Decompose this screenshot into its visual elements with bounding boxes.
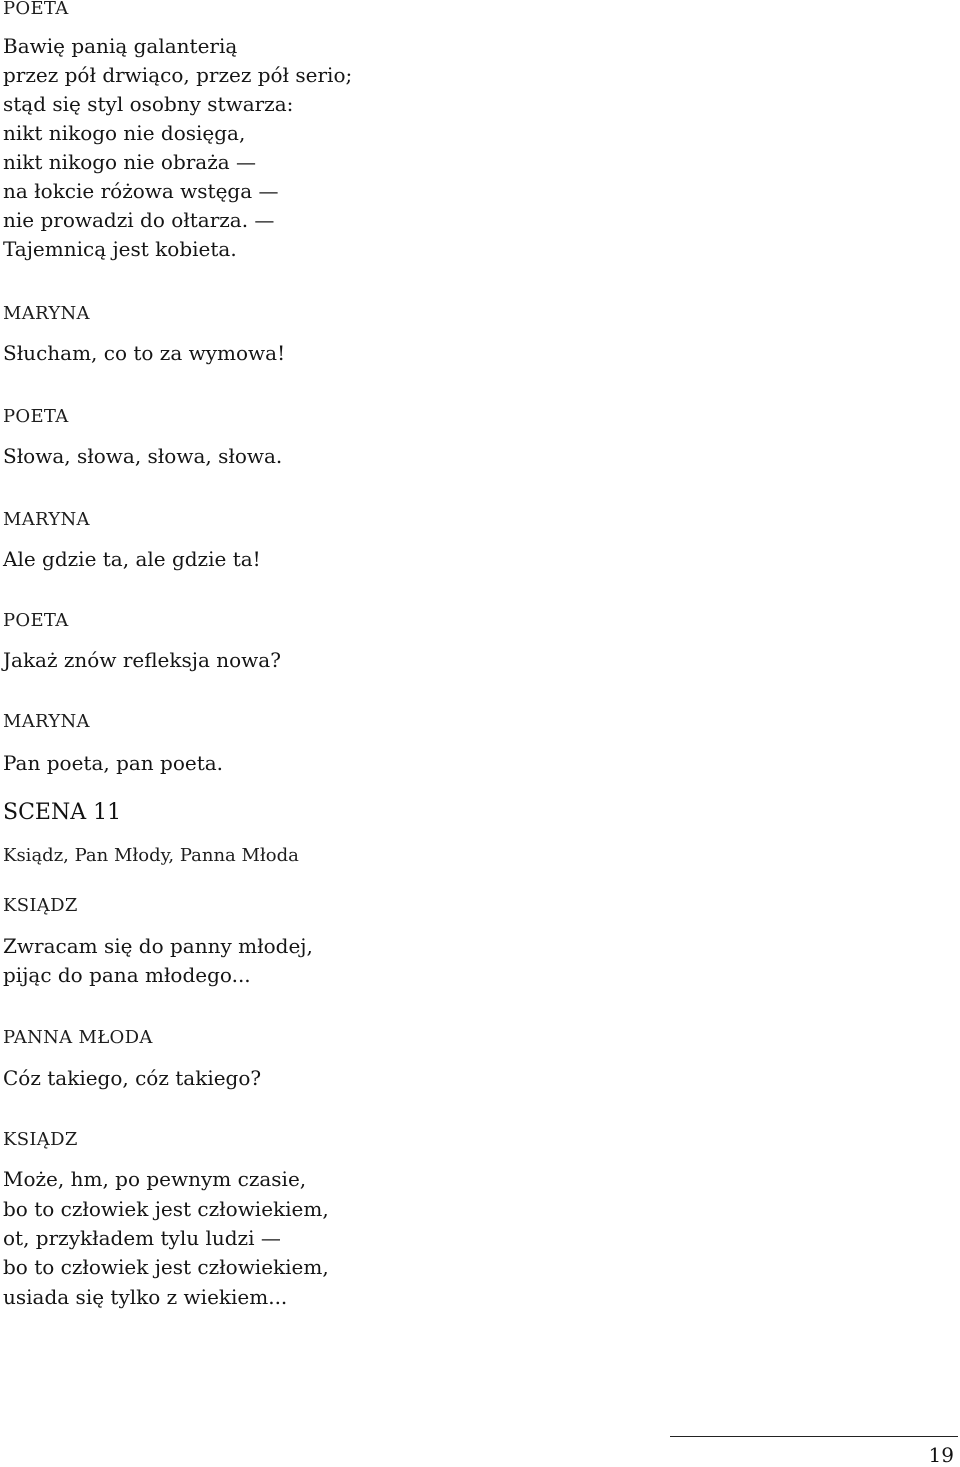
dialogue-line: usiada się tylko z wiekiem... [3,1285,288,1309]
dialogue-line: pijąc do pana młodego... [3,963,251,987]
scene-cast: Ksiądz, Pan Młody, Panna Młoda [3,845,299,866]
dialogue-line: Cóz takiego, cóz takiego? [3,1066,262,1090]
dialogue-line: Tajemnicą jest kobieta. [3,237,237,261]
dialogue-line: przez pół drwiąco, przez pół serio; [3,63,353,87]
speaker-maryna: MARYNA [3,303,90,324]
dialogue-line: na łokcie różowa wstęga — [3,179,279,203]
dialogue-line: Jakaż znów refleksja nowa? [3,648,281,672]
dialogue-line: nie prowadzi do ołtarza. — [3,208,275,232]
dialogue-line: stąd się styl osobny stwarza: [3,92,294,116]
speaker-poeta: POETA [3,610,69,631]
dialogue-line: Zwracam się do panny młodej, [3,934,313,958]
speaker-poeta: POETA [3,406,69,427]
footer-rule [670,1436,958,1437]
speaker-panna-mloda: PANNA MŁODA [3,1027,153,1048]
speaker-ksiadz: KSIĄDZ [3,1129,78,1150]
scene-title: SCENA 11 [3,800,122,825]
speaker-ksiadz: KSIĄDZ [3,895,78,916]
dialogue-line: Ale gdzie ta, ale gdzie ta! [3,547,261,571]
dialogue-line: bo to człowiek jest człowiekiem, [3,1197,329,1221]
dialogue-line: nikt nikogo nie dosięga, [3,121,246,145]
dialogue-line: nikt nikogo nie obraża — [3,150,257,174]
dialogue-line: ot, przykładem tylu ludzi — [3,1226,281,1250]
dialogue-line: Pan poeta, pan poeta. [3,751,224,775]
dialogue-line: bo to człowiek jest człowiekiem, [3,1255,329,1279]
dialogue-line: Słowa, słowa, słowa, słowa. [3,444,283,468]
speaker-maryna: MARYNA [3,509,90,530]
page-number: 19 [928,1443,954,1467]
speaker-poeta: POETA [3,0,69,19]
dialogue-line: Może, hm, po pewnym czasie, [3,1167,307,1191]
dialogue-line: Słucham, co to za wymowa! [3,341,286,365]
dialogue-line: Bawię panią galanterią [3,34,238,58]
speaker-maryna: MARYNA [3,711,90,732]
